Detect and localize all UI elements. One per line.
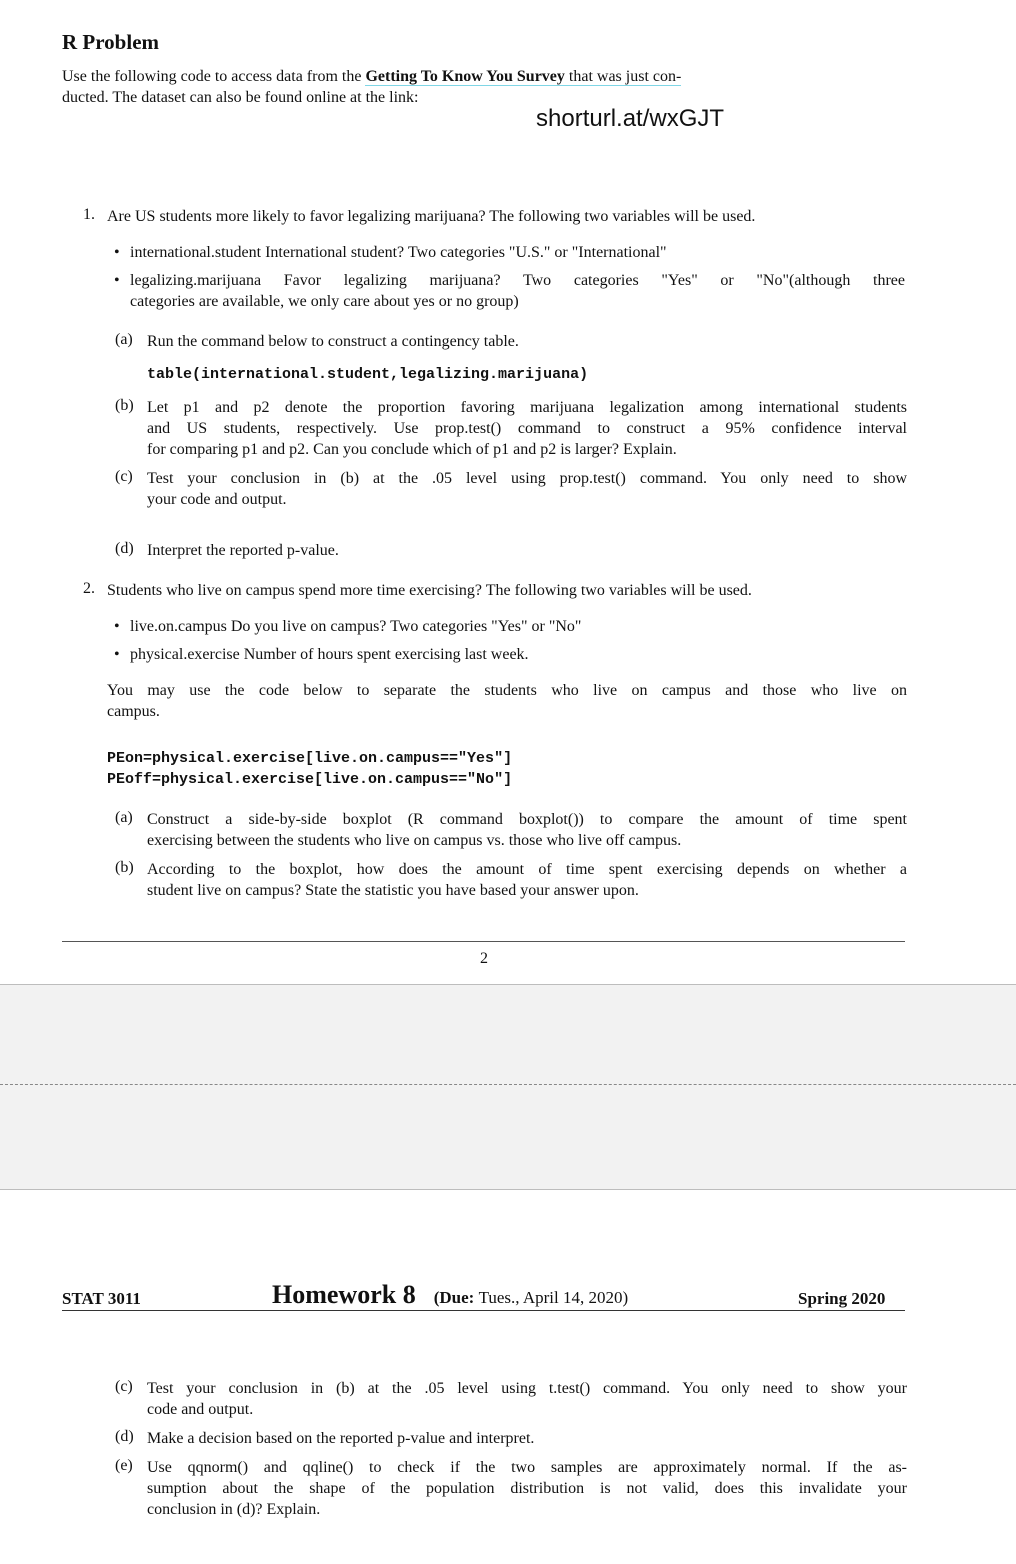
q2-bullet-live-on-campus: • live.on.campus Do you live on campus? Two categories "Yes" or "No" [130,616,905,637]
question-1-text: Are US students more likely to favor legalizing marijuana? The following two variables will be used. [107,208,756,225]
header-due-date: Tues., April 14, 2020) [478,1288,629,1307]
q2e-text: Use qqnorm() and qqline() to check if the two samples are approximately normal. If the as- sumption about the shape of the population distribution is not valid, does this invalidate your conclusion in (d)? Explain. [147,1459,907,1518]
q2-code-block [107,748,512,790]
q2a-label: (a) [115,809,133,826]
q1a-text: Run the command below to construct a contingency table. [147,333,519,350]
q1a-label: (a) [115,331,133,348]
q2d-label: (d) [115,1428,134,1445]
header-course: STAT 3011 [62,1289,141,1308]
question-2-text: Students who live on campus spend more time exercising? The following two variables will be used. [107,582,752,599]
intro-paragraph [62,66,907,108]
intro-text-a: Use the following code to access data from the [62,68,366,85]
q2c-label: (c) [115,1378,133,1395]
q1-bullet-international-student: • international.student International student? Two categories "U.S." or "International" [130,242,905,263]
header-title: Homework 8 [272,1280,416,1309]
q2c-text: Test your conclusion in (b) at the .05 level using t.test() command. You only need to show your code and output. [147,1380,907,1418]
header-due-label: (Due: [433,1288,479,1307]
q2a-text: Construct a side-by-side boxplot (R command boxplot()) to compare the amount of time spent exercising between the students who live on campus vs. those who live off campus. [147,811,907,849]
q2b-label: (b) [115,859,134,876]
header-rule [62,1310,905,1311]
q1c-text: Test your conclusion in (b) at the .05 level using prop.test() command. You only need to show your code and output. [147,470,907,508]
page-title: R Problem [62,30,160,54]
q1a-code: table(international.student,legalizing.marijuana) [147,366,589,383]
q2b-text: According to the boxplot, how does the amount of time spent exercising depends on whether a student live on campus? State the statistic you have based your answer upon. [147,861,907,899]
q2-note: You may use the code below to separate the students who live on campus and those who live on campus. [107,682,907,720]
intro-text-c: that was just con- [564,68,682,85]
q2-bullet-physical-exercise: • physical.exercise Number of hours spent exercising last week. [130,644,905,665]
survey-name: Getting To Know You Survey [365,68,565,85]
page-gap [0,984,1016,1190]
q1b-text: Let p1 and p2 denote the proportion favoring marijuana legalization among international students and US students, respectively. Use prop.test() command to construct a 95% confidence interval for comparing p1 and p2. Can you conclude which of p1 and p2 is larger? Explain. [147,399,907,458]
q2d-text: Make a decision based on the reported p-value and interpret. [147,1430,535,1447]
q2-code-line-2: PEoff=physical.exercise[live.on.campus=="No"] [107,771,513,788]
header-homework [272,1280,628,1310]
footer-rule [62,941,905,942]
q1d-text: Interpret the reported p-value. [147,542,339,559]
q1d-label: (d) [115,540,134,557]
page-break-dashed-line [0,1084,1016,1085]
dataset-link[interactable]: shorturl.at/wxGJT [536,105,725,132]
q2e-label: (e) [115,1457,133,1474]
question-2-number: 2. [83,580,95,597]
q2-code-line-1: PEon=physical.exercise[live.on.campus=="Yes"] [107,750,513,767]
header-term: Spring 2020 [798,1289,886,1308]
q1c-label: (c) [115,468,133,485]
question-1-number: 1. [83,206,95,223]
page-number: 2 [480,950,488,967]
q1-bullet-legalizing-marijuana: • legalizing.marijuana Favor legalizing marijuana? Two categories "Yes" or "No"(although three categories are available, we only care about yes or no group) [130,270,905,312]
intro-line-2: ducted. The dataset can also be found online at the link: [62,89,419,106]
q1b-label: (b) [115,397,134,414]
